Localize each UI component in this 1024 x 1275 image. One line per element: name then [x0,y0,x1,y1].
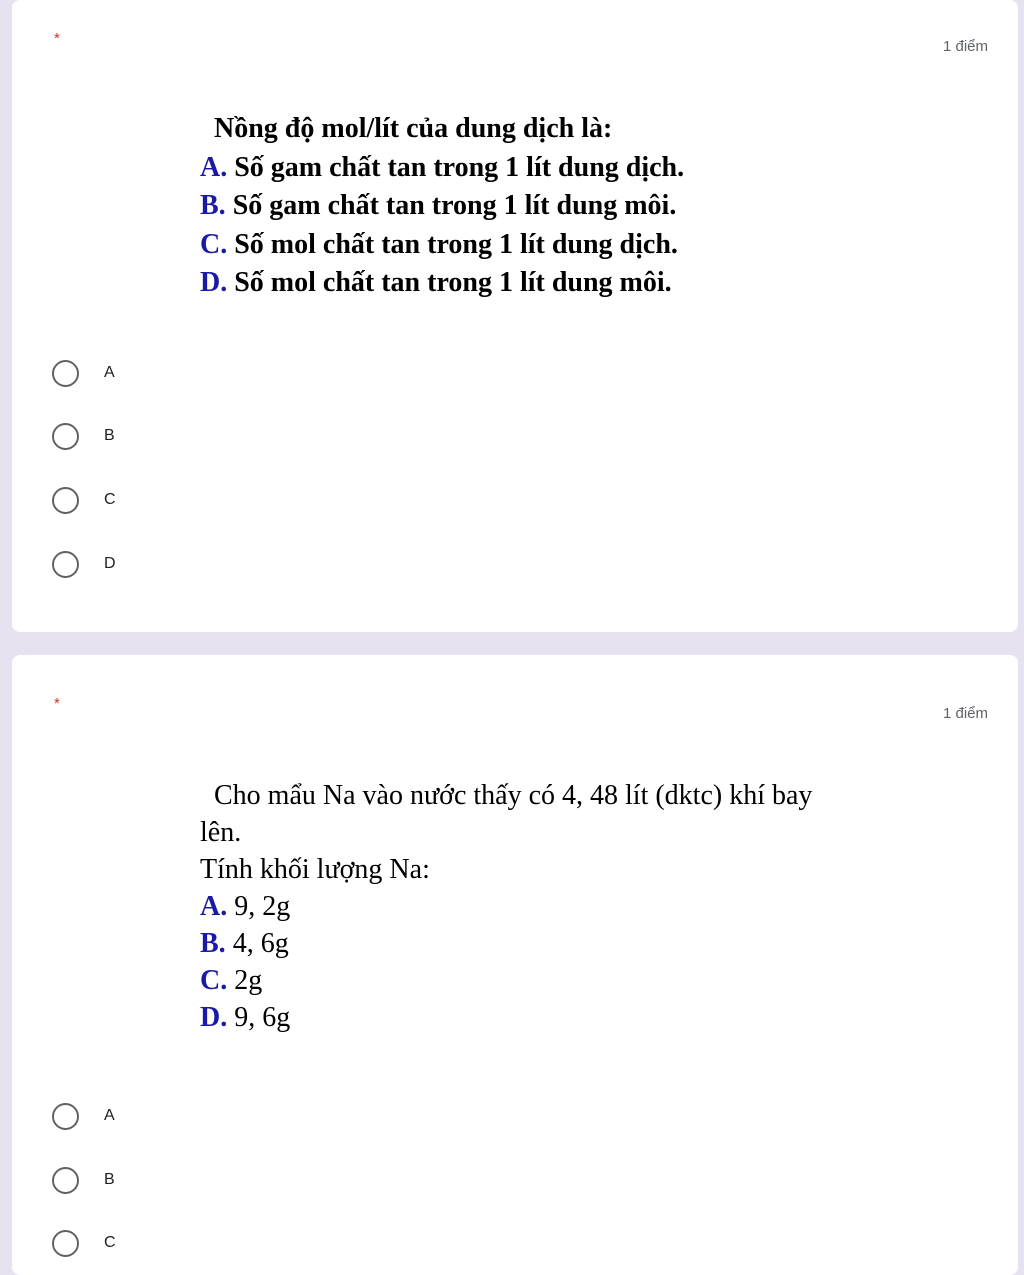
radio-label: B [104,427,115,444]
points-label: 1 điểm [942,705,988,722]
points-label: 1 điểm [942,38,988,55]
radio-option-b[interactable] [52,1162,115,1198]
radio-label: B [104,1171,115,1188]
radio-circle-icon[interactable] [52,551,79,578]
question-stem: Nồng độ mol/lít của dung dịch là: [214,113,613,144]
question-stem-line-3: Tính khối lượng Na: [200,854,430,885]
image-option-b: B. Số gam chất tan trong 1 lít dung môi. [200,190,677,221]
question-card-2 [12,655,1018,1275]
radio-circle-icon[interactable] [52,423,79,450]
required-asterisk: * [54,30,60,47]
question-card-1 [12,0,1018,632]
radio-label: C [104,491,116,508]
radio-label: A [104,364,115,381]
radio-option-a[interactable] [52,355,115,391]
radio-label: D [104,555,116,572]
radio-label: A [104,1107,115,1124]
radio-option-b[interactable] [52,418,115,454]
radio-circle-icon[interactable] [52,360,79,387]
radio-circle-icon[interactable] [52,1167,79,1194]
image-option-d: D. 9, 6g [200,1002,291,1033]
radio-circle-icon[interactable] [52,1230,79,1257]
image-option-c: C. 2g [200,965,263,996]
required-asterisk: * [54,695,60,712]
radio-circle-icon[interactable] [52,1103,79,1130]
image-option-a: A. 9, 2g [200,891,291,922]
radio-option-d[interactable] [52,546,116,582]
image-option-b: B. 4, 6g [200,928,289,959]
question-stem-line-2: lên. [200,817,242,848]
image-option-c: C. Số mol chất tan trong 1 lít dung dịch. [200,228,678,260]
image-option-d: D. Số mol chất tan trong 1 lít dung môi. [200,267,672,298]
radio-option-a[interactable] [52,1098,115,1134]
image-option-a: A. Số gam chất tan trong 1 lít dung dịch. [200,151,685,183]
radio-option-c[interactable] [52,482,116,518]
radio-option-c[interactable] [52,1225,116,1261]
radio-label: C [104,1234,116,1251]
question-stem-line-1: Cho mẩu Na vào nước thấy có 4, 48 lít (dktc) khí bay [214,780,813,811]
radio-circle-icon[interactable] [52,487,79,514]
question-image [200,777,812,1036]
question-image [200,110,684,303]
